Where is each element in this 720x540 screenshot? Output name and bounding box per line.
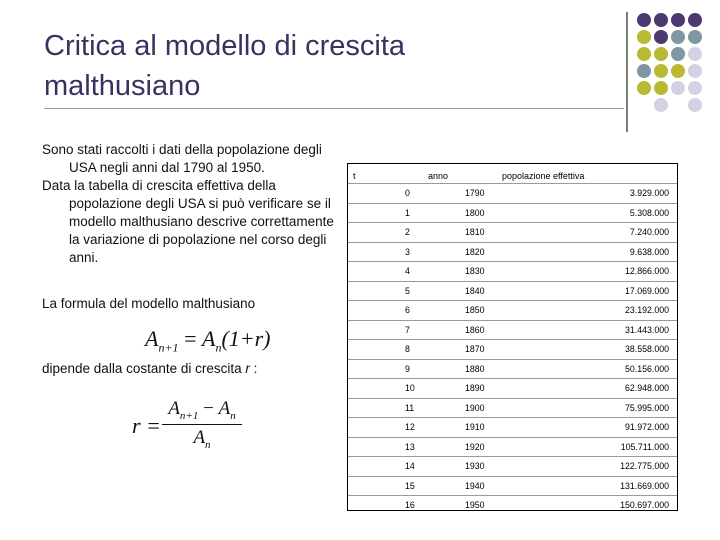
cell-year: 1850	[465, 305, 485, 315]
decorative-dot	[654, 47, 668, 61]
decorative-dot	[654, 98, 668, 112]
cell-population: 62.948.000	[624, 383, 669, 393]
cell-t: 12	[405, 422, 415, 432]
decorative-dot	[637, 47, 651, 61]
cell-t: 10	[405, 383, 415, 393]
formula-lhs: A	[145, 326, 159, 351]
formula-lhs-sub: n+1	[158, 340, 179, 355]
cell-t: 5	[405, 285, 410, 296]
dependence-suffix: :	[249, 361, 258, 376]
num-a: A	[168, 398, 180, 419]
cell-year: 1830	[465, 266, 485, 276]
decorative-dot	[654, 30, 668, 44]
table-row	[348, 417, 677, 437]
cell-year: 1890	[465, 383, 485, 393]
decorative-dot	[671, 30, 685, 44]
cell-year: 1810	[465, 227, 485, 237]
dependence-prefix: dipende dalla costante di crescita	[42, 361, 246, 376]
decorative-dot	[654, 81, 668, 95]
rate-fraction	[162, 398, 242, 451]
cell-population: 23.192.000	[624, 305, 669, 315]
cell-t: 3	[405, 246, 410, 257]
cell-year: 1790	[465, 188, 485, 198]
cell-year: 1820	[465, 246, 485, 257]
decorative-dot	[688, 98, 702, 112]
cell-population: 38.558.000	[624, 344, 669, 354]
cell-population: 150.697.000	[620, 500, 669, 510]
cell-t: 15	[405, 480, 415, 491]
title-line-2: malthusiano	[44, 70, 201, 102]
table-row	[348, 398, 677, 418]
decorative-dot	[688, 30, 702, 44]
decorative-dot	[688, 47, 702, 61]
table-row	[348, 320, 677, 340]
decorative-dot	[654, 13, 668, 27]
decorative-dot	[637, 64, 651, 78]
rate-denominator	[162, 425, 242, 451]
den-a-sub: n	[205, 438, 211, 451]
decorative-dot	[637, 81, 651, 95]
table-row	[348, 242, 677, 262]
table-row	[348, 476, 677, 496]
cell-year: 1910	[465, 422, 485, 432]
header-t: t	[353, 171, 356, 181]
decorative-dot	[688, 81, 702, 95]
num-minus: −	[198, 398, 219, 419]
decorative-dot	[671, 64, 685, 78]
slide-title	[44, 26, 584, 106]
table-row	[348, 222, 677, 242]
decorative-dot	[688, 64, 702, 78]
cell-year: 1840	[465, 285, 485, 296]
cell-population: 75.995.000	[624, 402, 669, 413]
cell-t: 9	[405, 363, 410, 374]
cell-t: 8	[405, 344, 410, 354]
cell-year: 1870	[465, 344, 485, 354]
dependence-var: r	[245, 361, 250, 376]
table-row	[348, 495, 677, 515]
table-row	[348, 183, 677, 203]
cell-year: 1800	[465, 207, 485, 218]
table-row	[348, 339, 677, 359]
num-a-sub: n+1	[179, 409, 199, 422]
cell-year: 1860	[465, 324, 485, 335]
decorative-dot	[654, 64, 668, 78]
formula-rhs: A	[201, 326, 216, 351]
decorative-dot	[671, 47, 685, 61]
num-b: A	[218, 398, 231, 419]
formula-equals: =	[178, 326, 202, 351]
cell-t: 1	[405, 207, 410, 218]
cell-t: 7	[405, 324, 410, 335]
intro-paragraph-2: Data la tabella di crescita effettiva della popolazione degli USA si può verificare se il modello malthusiano descrive correttamente la variazione di popolazione nel corso degli anni.	[42, 178, 334, 265]
cell-t: 4	[405, 266, 410, 276]
cell-population: 105.711.000	[620, 441, 669, 452]
cell-t: 13	[405, 441, 415, 452]
rate-numerator	[162, 398, 242, 425]
cell-population: 3.929.000	[629, 188, 669, 198]
decorative-dot	[637, 30, 651, 44]
intro-text	[42, 141, 342, 267]
table-row	[348, 300, 677, 320]
cell-population: 17.069.000	[624, 285, 669, 296]
cell-t: 11	[405, 402, 415, 413]
cell-year: 1950	[465, 500, 485, 510]
cell-t: 16	[405, 500, 415, 510]
cell-year: 1900	[465, 402, 485, 413]
cell-year: 1920	[465, 441, 485, 452]
header-population: popolazione effettiva	[502, 171, 585, 181]
den-a: A	[193, 426, 206, 448]
decorative-dot	[688, 13, 702, 27]
cell-year: 1940	[465, 480, 485, 491]
num-b-sub: n	[230, 409, 236, 422]
decorative-dot	[637, 13, 651, 27]
cell-population: 7.240.000	[629, 227, 669, 237]
cell-t: 0	[405, 188, 410, 198]
decorative-dot	[671, 13, 685, 27]
cell-t: 14	[405, 461, 415, 471]
cell-population: 91.972.000	[624, 422, 669, 432]
decorative-vertical-divider	[626, 12, 628, 132]
malthus-formula	[145, 326, 271, 355]
table-row	[348, 203, 677, 223]
table-row	[348, 378, 677, 398]
title-line-1: Critica al modello di crescita	[44, 30, 406, 62]
cell-population: 131.669.000	[620, 480, 669, 491]
cell-population: 9.638.000	[629, 246, 669, 257]
table-row	[348, 437, 677, 457]
formula-rhs-sub: n	[215, 340, 222, 355]
table-row	[348, 359, 677, 379]
population-table	[347, 163, 678, 511]
cell-population: 50.156.000	[624, 363, 669, 374]
cell-population: 12.866.000	[624, 266, 669, 276]
cell-year: 1880	[465, 363, 485, 374]
formula-factor: (1+r)	[221, 326, 271, 351]
cell-t: 2	[405, 227, 410, 237]
header-year: anno	[428, 171, 449, 181]
formula-intro: La formula del modello malthusiano	[42, 296, 256, 311]
table-row	[348, 261, 677, 281]
cell-population: 31.443.000	[624, 324, 669, 335]
title-divider	[44, 108, 624, 109]
table-row	[348, 456, 677, 476]
intro-paragraph-1: Sono stati raccolti i dati della popolazione degli USA negli anni dal 1790 al 1950.	[42, 142, 322, 175]
cell-t: 6	[405, 305, 410, 315]
cell-population: 5.308.000	[629, 207, 669, 218]
dependence-text	[42, 360, 342, 378]
table-row	[348, 281, 677, 301]
rate-lhs: r =	[132, 413, 161, 438]
cell-year: 1930	[465, 461, 485, 471]
decorative-dot	[671, 81, 685, 95]
cell-population: 122.775.000	[620, 461, 669, 471]
